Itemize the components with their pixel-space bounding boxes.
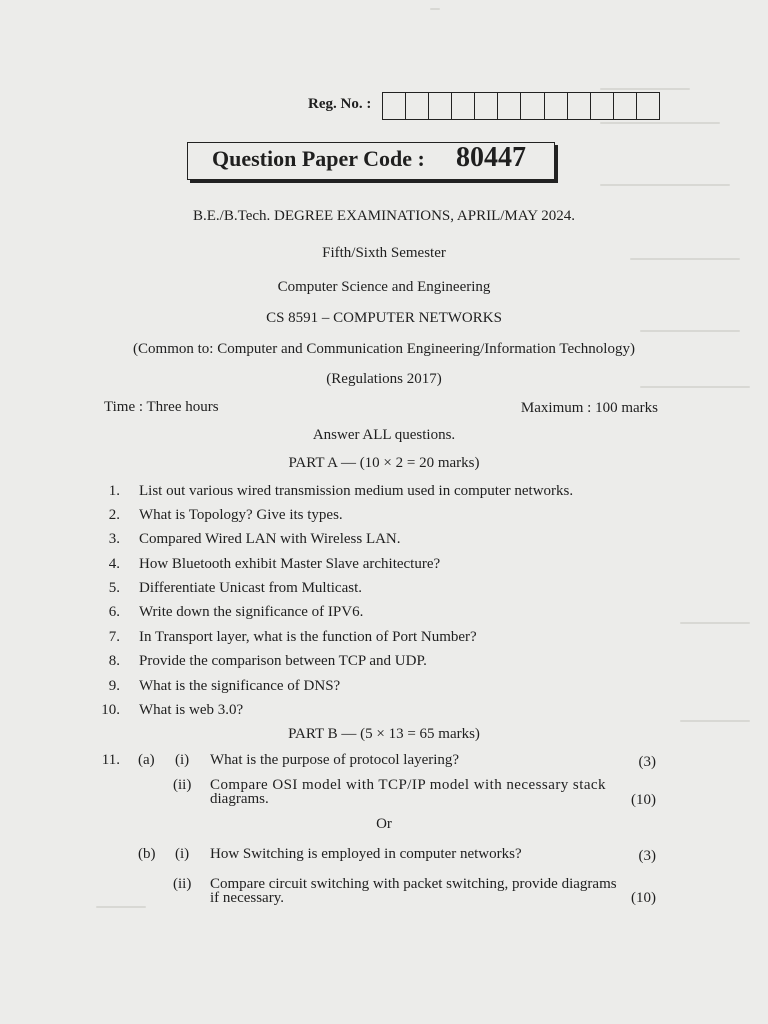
regulations-line: (Regulations 2017) bbox=[326, 371, 442, 387]
question-number: 1. bbox=[108, 483, 120, 499]
question-number: 4. bbox=[108, 556, 120, 572]
question-text: What is the purpose of protocol layering? bbox=[210, 752, 460, 768]
question-text: Provide the comparison between TCP and UDP. bbox=[139, 653, 427, 669]
reg-no-cell bbox=[498, 93, 521, 119]
question-number: 7. bbox=[108, 629, 120, 645]
bleed-through-line bbox=[640, 330, 740, 332]
instruction-line: Answer ALL questions. bbox=[312, 427, 456, 443]
sub-question-label: (a) bbox=[138, 752, 155, 768]
question-paper-code-label: Question Paper Code : bbox=[212, 146, 425, 171]
department-line: Computer Science and Engineering bbox=[277, 279, 491, 295]
marks-label: (10) bbox=[631, 792, 656, 808]
reg-no-cell bbox=[521, 93, 544, 119]
bleed-through-line bbox=[680, 622, 750, 624]
question-text: How Switching is employed in computer networks? bbox=[210, 846, 522, 862]
sub-question-label: (b) bbox=[138, 846, 156, 862]
question-number: 11. bbox=[101, 752, 120, 768]
part-label: (i) bbox=[175, 752, 190, 768]
bleed-through-line bbox=[680, 720, 750, 722]
question-number: 10. bbox=[101, 702, 120, 718]
part-label: (ii) bbox=[173, 876, 192, 892]
semester-line: Fifth/Sixth Semester bbox=[322, 245, 446, 261]
question-text: Differentiate Unicast from Multicast. bbox=[139, 580, 362, 596]
reg-no-cell bbox=[568, 93, 591, 119]
question-text: How Bluetooth exhibit Master Slave architecture? bbox=[139, 556, 441, 572]
reg-no-cell bbox=[383, 93, 406, 119]
question-paper-code-number: 80447 bbox=[456, 142, 526, 173]
marks-label: (10) bbox=[631, 890, 656, 906]
part-label: (ii) bbox=[173, 777, 192, 793]
question-number: 6. bbox=[108, 604, 120, 620]
question-number: 5. bbox=[108, 580, 120, 596]
course-line: CS 8591 – COMPUTER NETWORKS bbox=[266, 310, 502, 326]
bleed-through-line bbox=[96, 906, 146, 908]
question-text: What is Topology? Give its types. bbox=[139, 507, 343, 523]
part-a-title: PART A — (10 × 2 = 20 marks) bbox=[288, 455, 480, 471]
question-text: Compare OSI model with TCP/IP model with necessary stack bbox=[210, 777, 606, 793]
question-number: 3. bbox=[108, 531, 120, 547]
scan-mark bbox=[430, 8, 440, 10]
bleed-through-line bbox=[600, 184, 730, 186]
question-text: List out various wired transmission medium used in computer networks. bbox=[139, 483, 574, 499]
reg-no-boxes bbox=[382, 92, 660, 120]
reg-no-cell bbox=[545, 93, 568, 119]
part-b-title: PART B — (5 × 13 = 65 marks) bbox=[288, 726, 480, 742]
question-text-continued: if necessary. bbox=[210, 890, 284, 906]
question-text: Compared Wired LAN with Wireless LAN. bbox=[139, 531, 401, 547]
question-number: 9. bbox=[108, 678, 120, 694]
reg-no-cell bbox=[591, 93, 614, 119]
common-to-line: (Common to: Computer and Communication Engineering/Information Technology) bbox=[133, 341, 635, 357]
question-text: Write down the significance of IPV6. bbox=[139, 604, 364, 620]
part-label: (i) bbox=[175, 846, 190, 862]
or-separator: Or bbox=[376, 816, 392, 832]
time-line: Time : Three hours bbox=[104, 399, 219, 415]
reg-no-cell bbox=[429, 93, 452, 119]
max-marks-line: Maximum : 100 marks bbox=[520, 400, 658, 416]
bleed-through-line bbox=[600, 88, 690, 90]
reg-no-label: Reg. No. : bbox=[308, 96, 372, 112]
question-text: What is the significance of DNS? bbox=[139, 678, 341, 694]
reg-no-cell bbox=[452, 93, 475, 119]
reg-no-cell bbox=[637, 93, 659, 119]
question-number: 2. bbox=[108, 507, 120, 523]
reg-no-cell bbox=[475, 93, 498, 119]
degree-line: B.E./B.Tech. DEGREE EXAMINATIONS, APRIL/MAY 2024. bbox=[192, 208, 575, 224]
question-text: What is web 3.0? bbox=[139, 702, 244, 718]
bleed-through-line bbox=[600, 122, 720, 124]
marks-label: (3) bbox=[638, 754, 656, 770]
question-text: Compare circuit switching with packet switching, provide diagrams bbox=[210, 876, 617, 892]
marks-label: (3) bbox=[638, 848, 656, 864]
reg-no-cell bbox=[614, 93, 637, 119]
question-text-continued: diagrams. bbox=[210, 791, 269, 807]
reg-no-cell bbox=[406, 93, 429, 119]
question-text: In Transport layer, what is the function of Port Number? bbox=[139, 629, 477, 645]
question-number: 8. bbox=[108, 653, 120, 669]
